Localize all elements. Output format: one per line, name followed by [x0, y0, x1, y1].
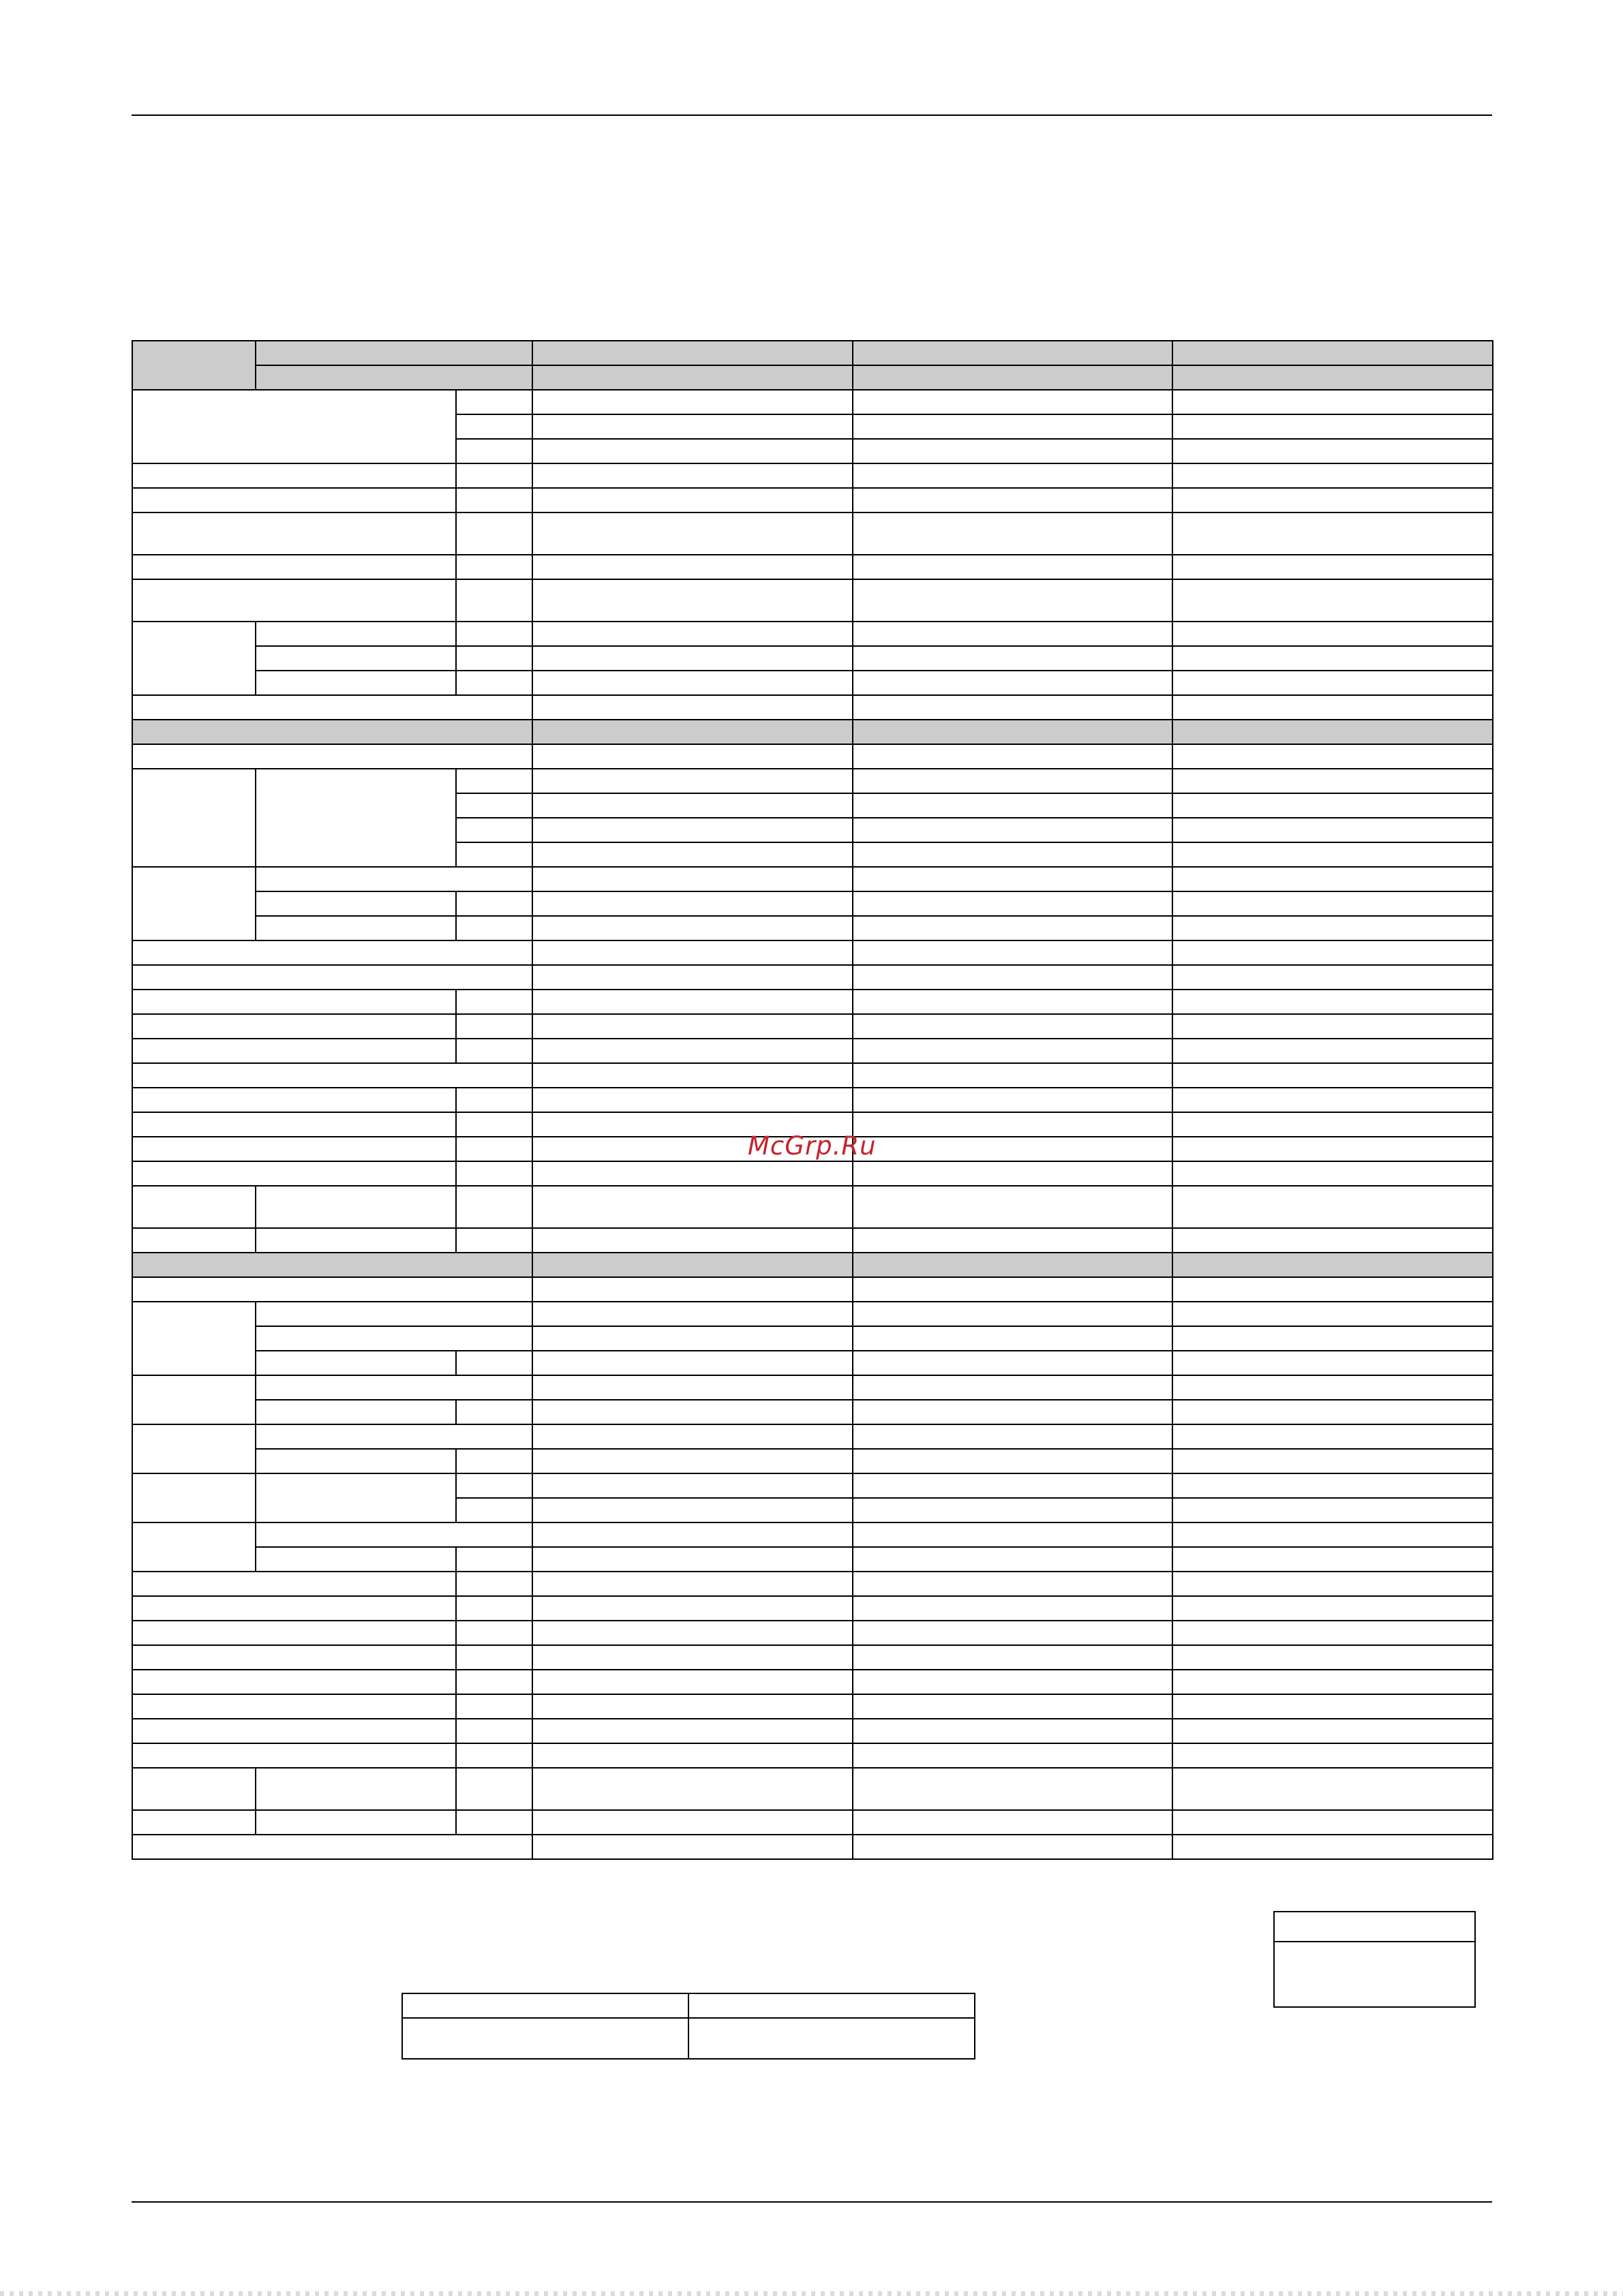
side-box: [1273, 1911, 1476, 2008]
spec-table: [132, 340, 1493, 1860]
footer-rule: [132, 2201, 1492, 2203]
watermark: McGrp.Ru: [748, 1131, 877, 1161]
header-rule: [132, 114, 1492, 116]
scan-edge: [0, 2291, 1623, 2296]
small-table: [401, 1993, 975, 2060]
